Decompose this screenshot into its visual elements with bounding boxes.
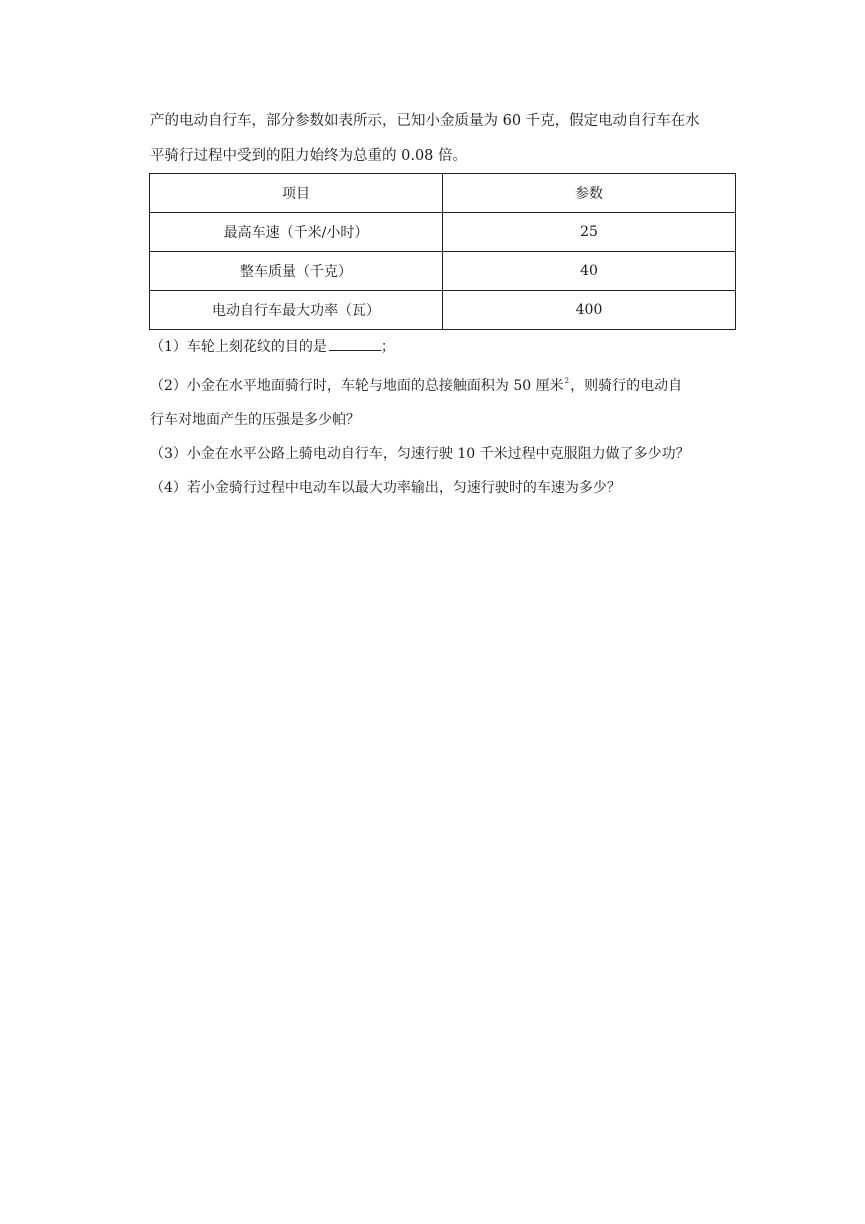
question-4: （4）若小金骑行过程中电动车以最大功率输出，匀速行驶时的车速为多少？ <box>150 480 621 496</box>
question-2-line-2: 行车对地面产生的压强是多少帕？ <box>150 412 360 428</box>
table-cell-item: 整车质量（千克） <box>150 252 443 291</box>
intro-paragraph <box>150 104 740 174</box>
table-row <box>150 252 736 291</box>
table-cell-item: 最高车速（千米/小时） <box>150 213 443 252</box>
intro-line-1: 产的电动自行车，部分参数如表所示，已知小金质量为 60 千克，假定电动自行车在水 <box>150 113 700 129</box>
question-1-text: （1）车轮上刻花纹的目的是 <box>150 339 327 355</box>
table-header-row <box>150 174 736 213</box>
question-2 <box>150 364 745 403</box>
superscript-2: 2 <box>564 377 570 385</box>
intro-line-2: 平骑行过程中受到的阻力始终为总重的 0.08 倍。 <box>150 148 468 164</box>
table-header-value: 参数 <box>443 174 736 213</box>
table-cell-value: 40 <box>443 252 736 291</box>
questions-list <box>150 330 745 505</box>
parameters-table <box>149 173 736 330</box>
question-2-part-1: （2）小金在水平地面骑行时，车轮与地面的总接触面积为 50 厘米 <box>150 378 564 394</box>
question-1-end: ； <box>380 339 395 355</box>
question-3: （3）小金在水平公路上骑电动自行车，匀速行驶 10 千米过程中克服阻力做了多少功？ <box>150 446 690 462</box>
table-cell-value: 400 <box>443 291 736 330</box>
table-cell-value: 25 <box>443 213 736 252</box>
table-row <box>150 213 736 252</box>
answer-blank <box>329 336 381 351</box>
question-2-part-2: ，则骑行的电动自 <box>570 378 683 394</box>
table-cell-item: 电动自行车最大功率（瓦） <box>150 291 443 330</box>
question-1 <box>150 330 745 364</box>
table-header-item: 项目 <box>150 174 443 213</box>
table-row <box>150 291 736 330</box>
